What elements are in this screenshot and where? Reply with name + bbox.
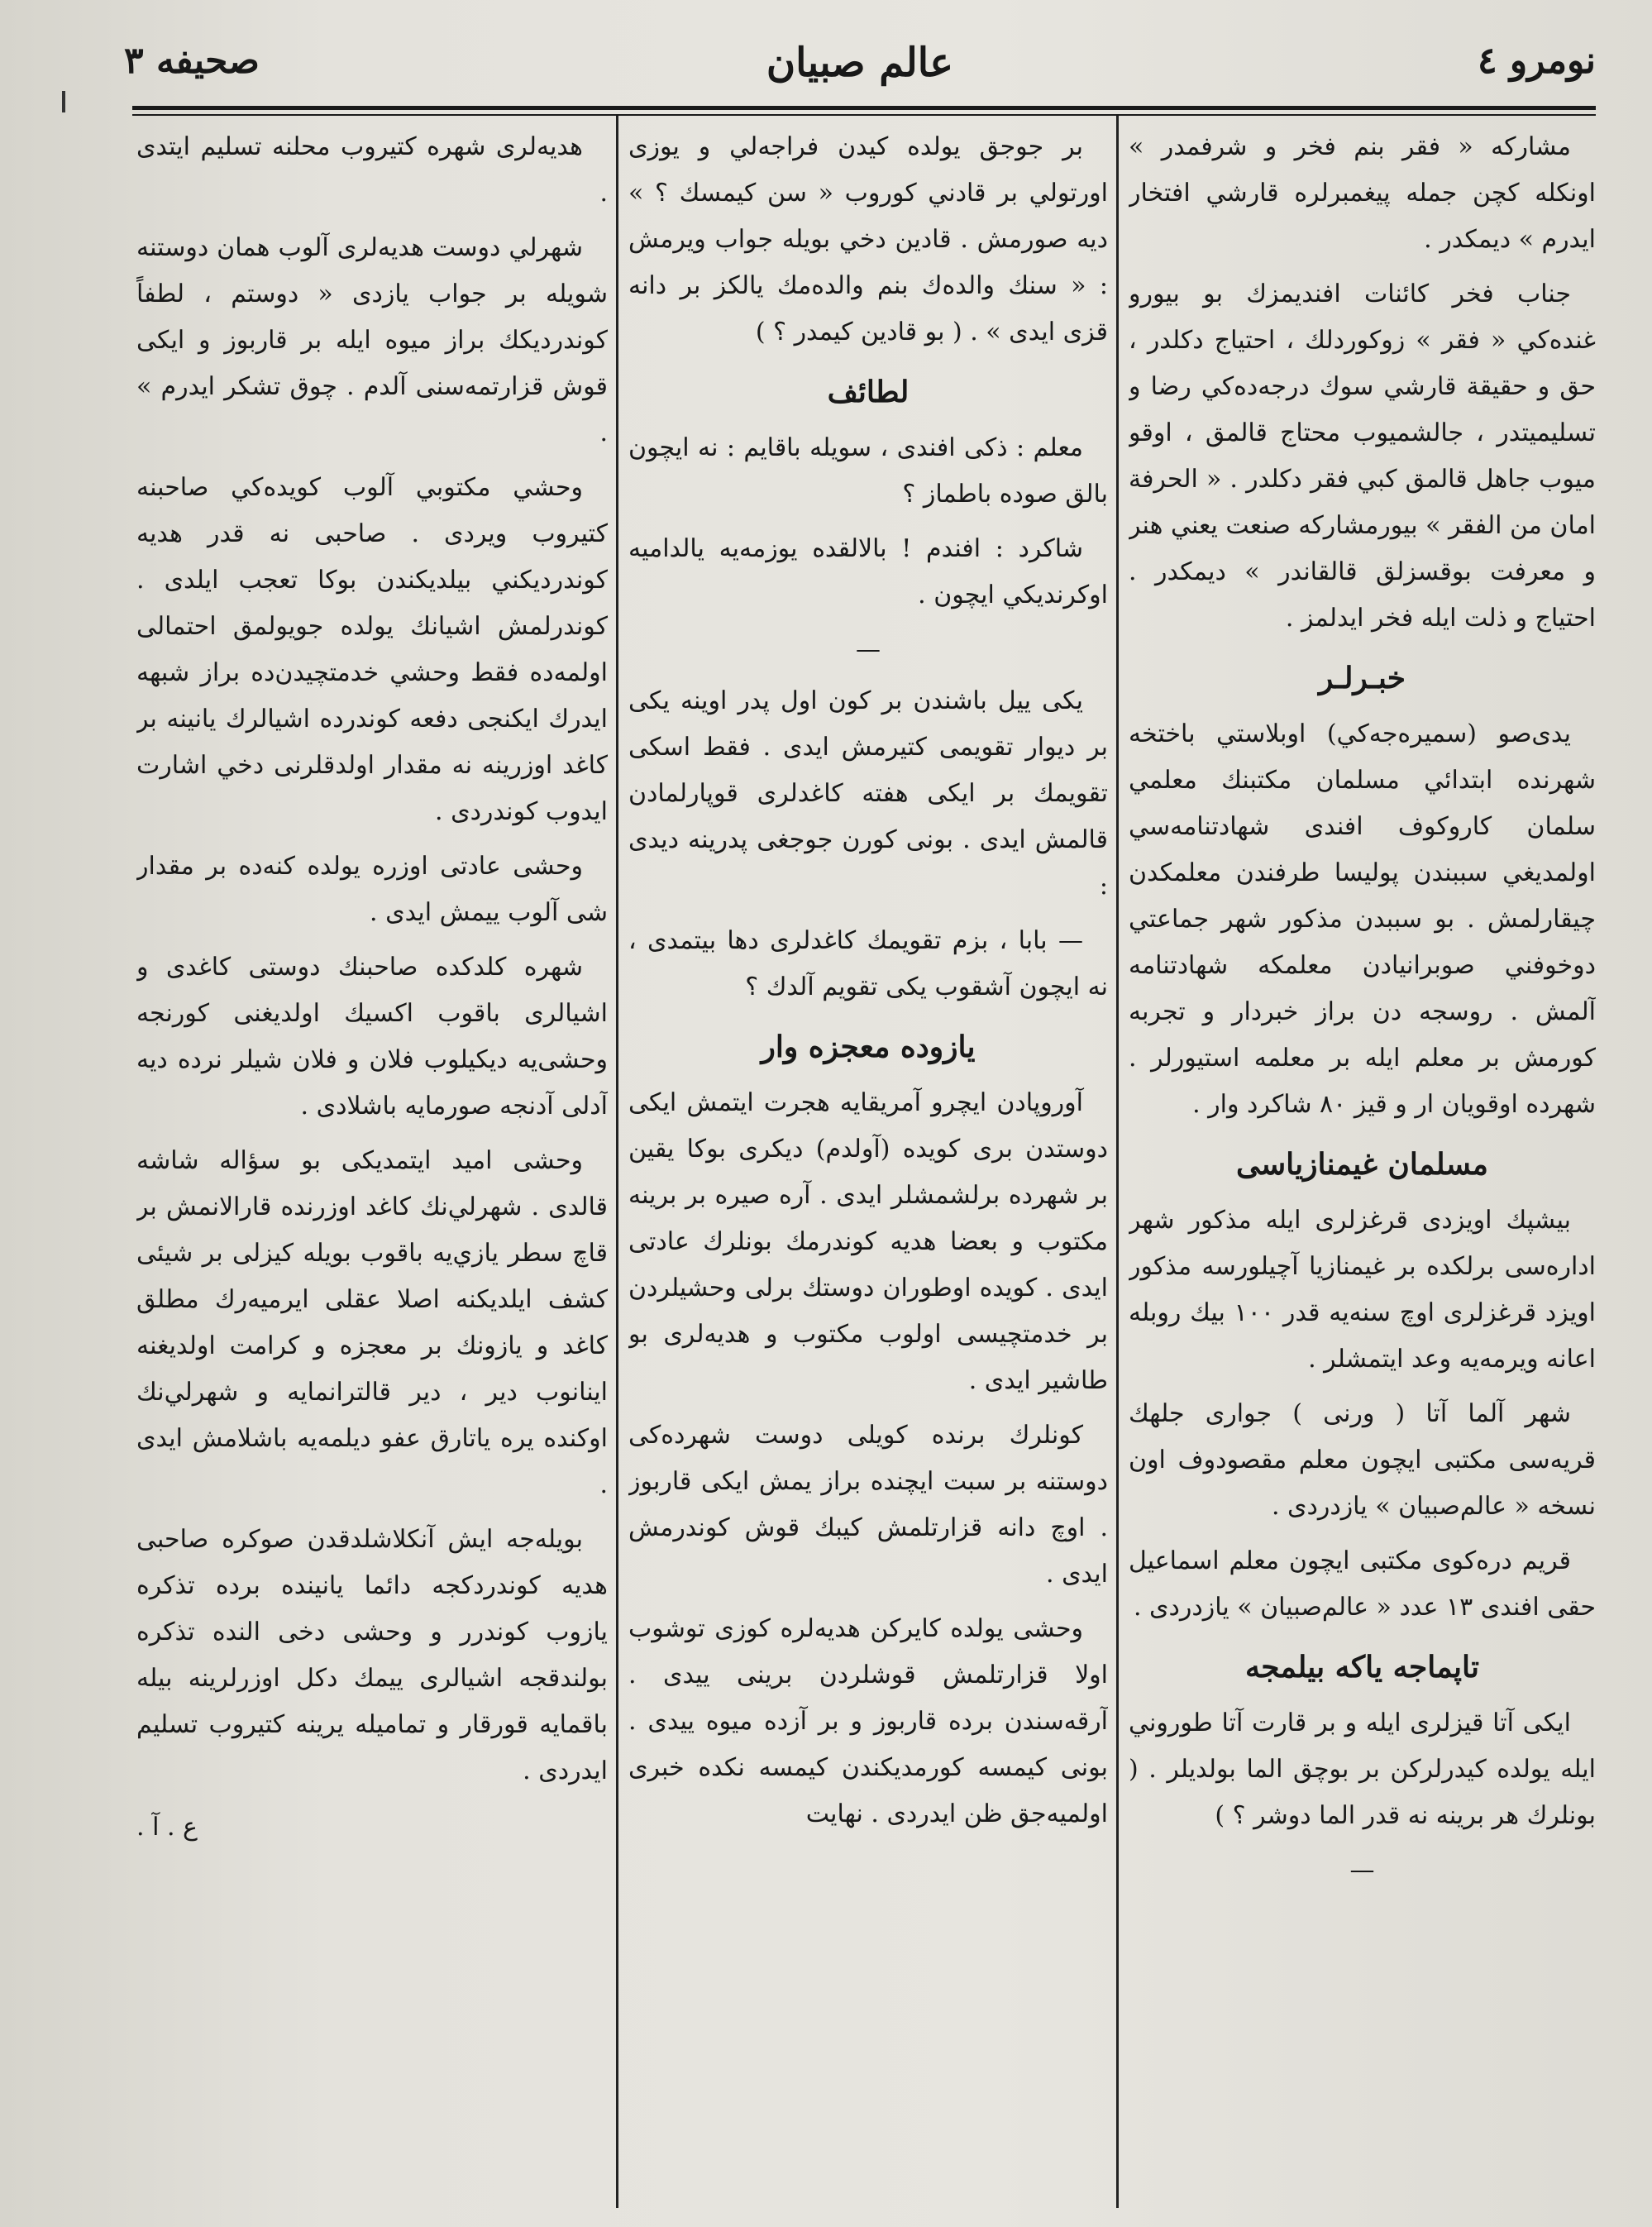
paragraph: شهرلي دوست هديه‌لرى آلوب همان دوستنه شويله بر جواب يازدى « دوستم ، لطفاً كوندرديكك براز ميوه ايله بر قاربوز و ايكى قوش قزارتمه‌سنى آلدم . چوق تشكر ايدرم » . (136, 233, 608, 447)
column-middle (628, 124, 1108, 2208)
masthead-rule-thin (132, 114, 1596, 116)
paragraph: قريم دره‌كوى مكتبى ايچون معلم اسماعيل حقى افندى ١٣ عدد « عالم‌صبيان » يازدردى . (1129, 1546, 1596, 1622)
section-heading-miracles: يازوده معجزه وار (761, 1030, 976, 1064)
paragraph: وحشى عادتى اوزره يولده كنه‌ده بر مقدار شى آلوب ييمش ايدى . (136, 852, 608, 927)
column-divider (616, 116, 618, 2208)
column-left (136, 124, 608, 2208)
paragraph: هديه‌لرى شهره كتيروب محلنه تسليم ايتدى . (136, 132, 608, 208)
paragraph: بويله‌جه ايش آنكلاشلدقدن صوكره صاحبى هديه كوندردكجه دائما يانينده برده تذكره يازوب كوندرر و وحشى دخى النده تذكره بولندقجه اشيالرى ييمك دكل اوزرلرينه بيله باقمايه قورقار و تماميله يرينه كتيروب تسليم ايدردى . (136, 1525, 608, 1785)
margin-mark (62, 91, 65, 112)
paragraph: بيشپك اويزدى قرغزلرى ايله مذكور شهر اداره‌سى برلكده بر غيمنازيا آچيلورسه مذكور اويزد قرغزلرى اوچ سنه‌يه قدر ١٠٠ بيك روبله اعانه ويرمه‌يه وعد ايتمشلر . (1129, 1206, 1596, 1374)
paragraph: ايكى آتا قيزلرى ايله و بر قارت آتا طوروني ايله يولده كيدرلركن بر بوچق الما بولديلر . ( بونلرك هر برينه نه قدر الما دوشر ؟ ) (1129, 1708, 1596, 1830)
paragraph: وحشي مكتوبي آلوب كويده‌كي صاحبنه كتيروب ويردى . صاحبى نه قدر هديه كوندرديكني بيلديكندن بوكا تعجب ايلدى . كوندرلمش اشيانك يولده جويولمق احتمالى اولمه‌ده فقط وحشي خدمتچيدن‌ده براز شبهه ايدرك ايكنجى دفعه كوندرده اشيالرك يانينه بر كاغد اوزرينه نه مقدار اولدقلرنى دخي اشارت ايدوب كوندردى . (136, 473, 608, 826)
paragraph: جناب فخر كائنات افنديمزك بو بيورو غنده‌كي « فقر » زوكوردلك ، احتياج دكلدر ، حق و حقيقة قارشي سوك درجه‌ده‌كي رضا و تسليميتدر ، جالشميوب محتاج قالمق ، اوقو ميوب جاهل قالمق كبي فقر دكلدر . « الحرفة امان من الفقر » بيورمشاركه صنعت يعني هنر و معرفت بوقسزلق قالقاندر » ديمكدر . احتياج و ذلت ايله فخر ايدلمز . (1129, 280, 1596, 633)
paragraph: وحشى يولده كايركن هديه‌لره كوزى توشوب اولا قزارتلمش قوشلردن برينى ييدى . آرقه‌سندن برده قاربوز و بر آزده ميوه ييدى . بونى كيمسه كورمديكندن كيمسه نكده خبرى اولميه‌جق ظن ايدردى . نهايت (628, 1614, 1108, 1828)
column-right (1129, 124, 1596, 2208)
paragraph: كونلرك برنده كويلى دوست شهرده‌كى دوستنه بر سبت ايچنده براز يمش ايكى قاربوز . اوچ دانه قزارتلمش كيبك قوش كوندرمش ايدى . (628, 1421, 1108, 1589)
section-heading-gymnasium: مسلمان غيمنازياسى (1236, 1147, 1488, 1182)
section-heading-jokes: لطائف (827, 375, 910, 409)
paragraph: آوروپادن ايچرو آمريقايه هجرت ايتمش ايكى دوستدن برى كويده (آولدم) ديكرى بوكا يقين بر شهرده برلشمشلر ايدى . آره صيره بر برينه مكتوب و بعضا هديه كوندرمك بونلرك عادتى ايدى . كويده اوطوران دوستك برلى وحشيلردن بر خدمتچيسى اولوب مكتوب و هديه‌لرى بو طاشير ايدى . (628, 1088, 1108, 1395)
separator: — (856, 635, 881, 664)
paragraph: وحشى اميد ايتمديكى بو سؤاله شاشه قالدى . شهرلي‌نك كاغد اوزرنده قارالانمش بر قاچ سطر يازي‌يه باقوب بويله كيزلى بر شيئى كشف ايلديكنه اصلا عقلى ايرميه‌رك مطلق كاغد و يازونك بر معجزه و كرامت اولديغنه اينانوب دير ، دير قالترانمايه و شهرلي‌نك اوكنده يره ياتارق عفو ديلمه‌يه باشلامش ايدى . (136, 1146, 608, 1499)
page-number: صحيفه ٣ (124, 40, 260, 82)
paragraph: — بابا ، بزم تقويمك كاغدلرى دها بيتمدى ، نه ايچون آشقوب يكى تقويم آلدك ؟ (628, 926, 1108, 1001)
section-heading-news: خبـرلـر (1319, 661, 1406, 695)
paragraph: يدى‌صو (سميره‌جه‌كي) اوبلاستي باختخه شهرنده ابتدائي مسلمان مكتبنك معلمي سلمان كاروكوف افندى شهادتنامه‌سي اولمديغي سببندن پوليسا طرفندن معلمكدن چيقارلمش . بو سببدن مذكور شهر جماعتي دوخوفني صوبرانيادن معلمكه شهادتنامه آلمش . روسجه دن براز خبردار و تجربه كورمش بر معلم ايله بر معلمه استيورلر . شهرده اوقويان ار و قيز ٨٠ شاكرد وار . (1129, 719, 1596, 1119)
masthead-rule (132, 106, 1596, 110)
column-divider (1116, 116, 1119, 2208)
masthead (124, 40, 1596, 106)
newspaper-title: عالم صبيان (766, 40, 954, 86)
paragraph: بر جوجق يولده كيدن فراجه‌لي و يوزى اورتولي بر قادني كوروب « سن كيمسك ؟ » ديه صورمش . قادين دخي بويله جواب ويرمش : « سنك والده‌ك بنم والده‌مك يالكز بر دانه قزى ايدى » . ( بو قادين كيمدر ؟ ) (628, 132, 1108, 346)
paragraph: شهر آلما آتا ( ورنى ) جوارى جلهك قريه‌سى مكتبى ايچون معلم مقصودوف اون نسخه « عالم‌صبيان » يازدردى . (1129, 1399, 1596, 1521)
end-mark: — (1349, 1856, 1375, 1885)
paragraph: يكى ييل باشندن بر كون اول پدر اوينه يكى بر ديوار تقويمى كتيرمش ايدى . فقط اسكى تقويمك بر ايكى هفته كاغدلرى قوپارلمادن قالمش ايدى . بونى كورن جوجغى پدرينه ديدى : (628, 686, 1108, 901)
paragraph: مشاركه « فقر بنم فخر و شرفمدر » اونكله كچن جمله پيغمبرلره قارشي افتخار ايدرم » ديمكدر . (1129, 132, 1596, 254)
paragraph: شهره كلدكده صاحبنك دوستى كاغدى و اشيالرى باقوب اكسيك اولديغنى كورنجه وحشى‌يه ديكيلوب فلان و فلان شيلر نرده ديه آدلى آدنجه صورمايه باشلادى . (136, 953, 608, 1121)
paragraph: شاكرد : افندم ! بالالقده يوزمه‌يه يالداميه اوكرنديكي ايچون . (628, 534, 1108, 609)
section-heading-riddle: تاپماجه ياكه بيلمجه (1245, 1650, 1479, 1685)
author-signature: ع . آ . (136, 1813, 198, 1842)
issue-number: نومرو ٤ (1477, 40, 1596, 82)
paragraph: معلم : ذكى افندى ، سويله باقايم : نه ايچون بالق صوده باطماز ؟ (628, 433, 1108, 509)
